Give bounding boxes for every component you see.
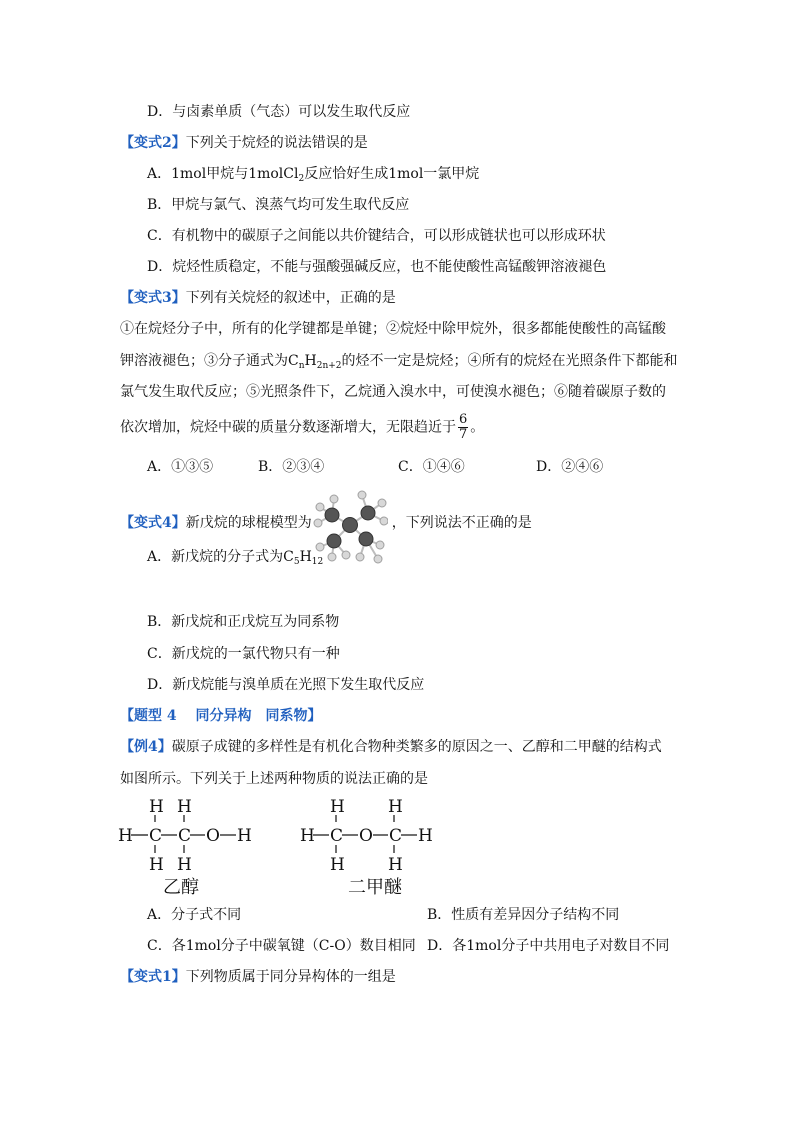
variant4-option-c: C．新戊烷的一氯代物只有一种 <box>147 646 340 662</box>
example4-option-d: D．各1mol分子中共用电子对数目不同 <box>427 938 670 954</box>
variant3-option-a: A．①③⑤ <box>147 459 214 475</box>
variant3-text-line4: 依次增加，烷烃中碳的质量分数逐渐增大，无限趋近于 $\frac{6}{7}$ 。 <box>120 412 485 442</box>
variant2-heading <box>120 134 368 152</box>
variant3-tag: 【变式3】 <box>120 290 186 306</box>
svg-text:O: O <box>359 826 373 846</box>
example4-tag: 【例4】 <box>120 739 172 755</box>
variant4-option-d: D．新戊烷能与溴单质在光照下发生取代反应 <box>147 677 425 693</box>
svg-text:H: H <box>388 855 403 875</box>
svg-text:H: H <box>388 797 403 817</box>
question-type-heading: 【题型 4 同分异构 同系物】 <box>120 708 322 724</box>
svg-text:C: C <box>178 826 192 846</box>
variant2-option-a: A．1mol甲烷与1molCl$_2$反应恰好生成1mol一氯甲烷 <box>147 166 480 184</box>
variant3-text-line2: 钾溶液褪色；③分子通式为$C_nH_{2n+2}$的烃不一定是烷烃；④所有的烷烃在光照条件下都能和 <box>120 353 678 371</box>
example4-text-line2: 如图所示。下列关于上述两种物质的说法正确的是 <box>120 771 428 787</box>
svg-text:H: H <box>237 826 252 846</box>
neopentane-ball-stick-model <box>312 487 388 565</box>
variant2-stem: 下列关于烷烃的说法错误的是 <box>185 135 368 151</box>
svg-text:C: C <box>149 826 163 846</box>
variant3-stem: 下列有关烷烃的叙述中，正确的是 <box>185 290 396 306</box>
dimethyl-ether-label: 二甲醚 <box>348 877 402 898</box>
example4-option-a: A．分子式不同 <box>147 907 242 923</box>
variant2-option-d: D．烷烃性质稳定，不能与强酸强碱反应，也不能使酸性高锰酸钾溶液褪色 <box>147 259 607 275</box>
variant2-option-c: C．有机物中的碳原子之间能以共价键结合，可以形成链状也可以形成环状 <box>147 228 606 244</box>
svg-text:H: H <box>300 826 315 846</box>
svg-text:H: H <box>177 797 192 817</box>
example4-option-c: C．各1mol分子中碳氧键（C-O）数目相同 <box>147 938 416 954</box>
ethanol-structural-formula <box>112 790 262 880</box>
svg-text:H: H <box>418 826 433 846</box>
q-prev-option-d: D．与卤素单质（气态）可以发生取代反应 <box>147 104 411 120</box>
variant2-option-b: B．甲烷与氯气、溴蒸气均可发生取代反应 <box>147 197 410 213</box>
svg-text:H: H <box>330 797 345 817</box>
ethanol-label: 乙醇 <box>163 877 199 898</box>
variant3-text-line1: ①在烷烃分子中，所有的化学键都是单键；②烷烃中除甲烷外，很多都能使酸性的高锰酸 <box>120 321 666 337</box>
variant3-text-line3: 氯气发生取代反应；⑤光照条件下，乙烷通入溴水中，可使溴水褪色；⑥随着碳原子数的 <box>120 384 666 400</box>
next-variant1-heading: 【变式1】下列物质属于同分异构体的一组是 <box>120 969 396 985</box>
variant2-tag: 【变式2】 <box>120 135 186 151</box>
svg-text:O: O <box>206 826 220 846</box>
variant3-option-b: B．②③④ <box>258 459 325 475</box>
variant4-heading: 【变式4】新戊烷的球棍模型为 ，下列说法不正确的是 <box>120 515 532 531</box>
svg-text:H: H <box>149 797 164 817</box>
variant4-tag: 【变式4】 <box>120 515 186 531</box>
dimethyl-ether-structural-formula <box>296 790 446 880</box>
fraction-six-sevenths: $\frac{6}{7}$ <box>459 412 468 442</box>
next-variant1-tag: 【变式1】 <box>120 969 186 985</box>
variant3-heading <box>120 289 396 307</box>
variant4-option-b: B．新戊烷和正戊烷互为同系物 <box>147 614 340 630</box>
svg-text:H: H <box>177 855 192 875</box>
svg-text:H: H <box>330 855 345 875</box>
example4-heading: 【例4】碳原子成键的多样性是有机化合物种类繁多的原因之一、乙醇和二甲醚的结构式 <box>120 739 662 755</box>
variant3-option-d: D．②④⑥ <box>536 459 604 475</box>
svg-text:C: C <box>389 826 403 846</box>
svg-text:H: H <box>149 855 164 875</box>
svg-text:H: H <box>118 826 133 846</box>
svg-text:C: C <box>330 826 344 846</box>
variant4-option-a: A．新戊烷的分子式为$C_5H_{12}$ <box>147 549 324 567</box>
variant3-option-c: C．①④⑥ <box>398 459 465 475</box>
example4-option-b: B．性质有差异因分子结构不同 <box>427 907 620 923</box>
